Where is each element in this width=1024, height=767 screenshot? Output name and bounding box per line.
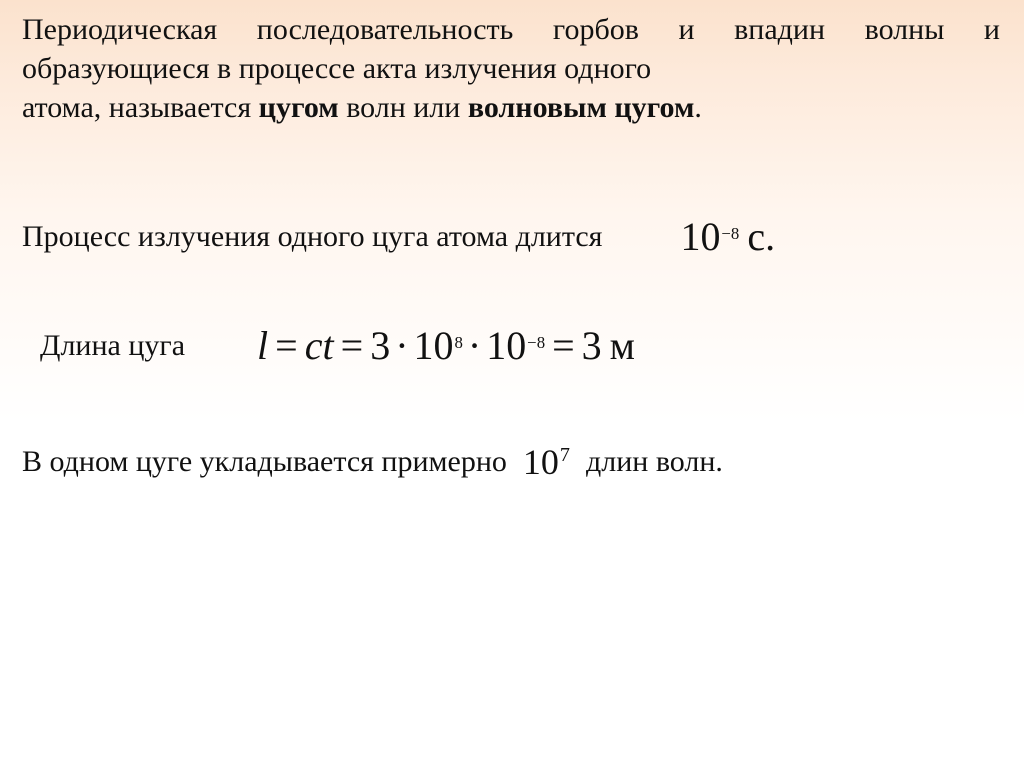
intro-line-3-text-b: волн или (338, 91, 468, 124)
length-formula (257, 322, 635, 369)
term-volnovym-tsugom: волновым цугом (467, 91, 695, 124)
length-base-2: 10 (486, 323, 527, 368)
length-exponent-2: −8 (527, 333, 546, 352)
length-symbol-t: t (322, 323, 334, 368)
duration-label: Процесс излучения одного цуга атома длится (22, 219, 603, 253)
intro-line-3 (22, 88, 1000, 127)
length-unit: м (609, 323, 635, 368)
intro-line-3-text-a: атома, называется (22, 91, 259, 124)
count-row (18, 441, 1006, 483)
length-label: Длина цуга (40, 328, 186, 362)
count-base: 10 (522, 442, 559, 482)
length-symbol-c: c (304, 323, 323, 368)
duration-unit: с. (747, 214, 776, 259)
duration-row (18, 213, 1006, 260)
intro-line-1: Периодическая последовательность горбов и впадин (22, 13, 826, 46)
term-tsugom: цугом (258, 91, 339, 124)
intro-line-3-text-c: . (694, 91, 702, 124)
duration-base: 10 (680, 214, 721, 259)
length-row (18, 322, 1006, 369)
length-result: 3 (581, 323, 602, 368)
duration-exponent: −8 (721, 224, 740, 243)
count-formula (523, 441, 570, 483)
intro-paragraph (18, 10, 1006, 127)
length-base-1: 10 (413, 323, 454, 368)
length-equals-1: = (275, 323, 298, 368)
count-label-after: длин волн. (585, 445, 723, 478)
count-exponent: 7 (559, 444, 570, 466)
length-equals-2: = (340, 323, 364, 368)
length-equals-3: = (552, 323, 575, 368)
count-label-before: В одном цуге укладывается примерно (22, 445, 507, 478)
duration-formula (680, 213, 775, 260)
length-coefficient: 3 (370, 323, 391, 368)
length-dot-2: · (467, 323, 482, 368)
intro-line-2: волны и образующиеся в процессе акта излучения одного (22, 13, 1000, 85)
length-symbol-l: l (257, 323, 269, 368)
length-exponent-1: 8 (454, 333, 463, 352)
length-dot-1: · (395, 323, 409, 368)
